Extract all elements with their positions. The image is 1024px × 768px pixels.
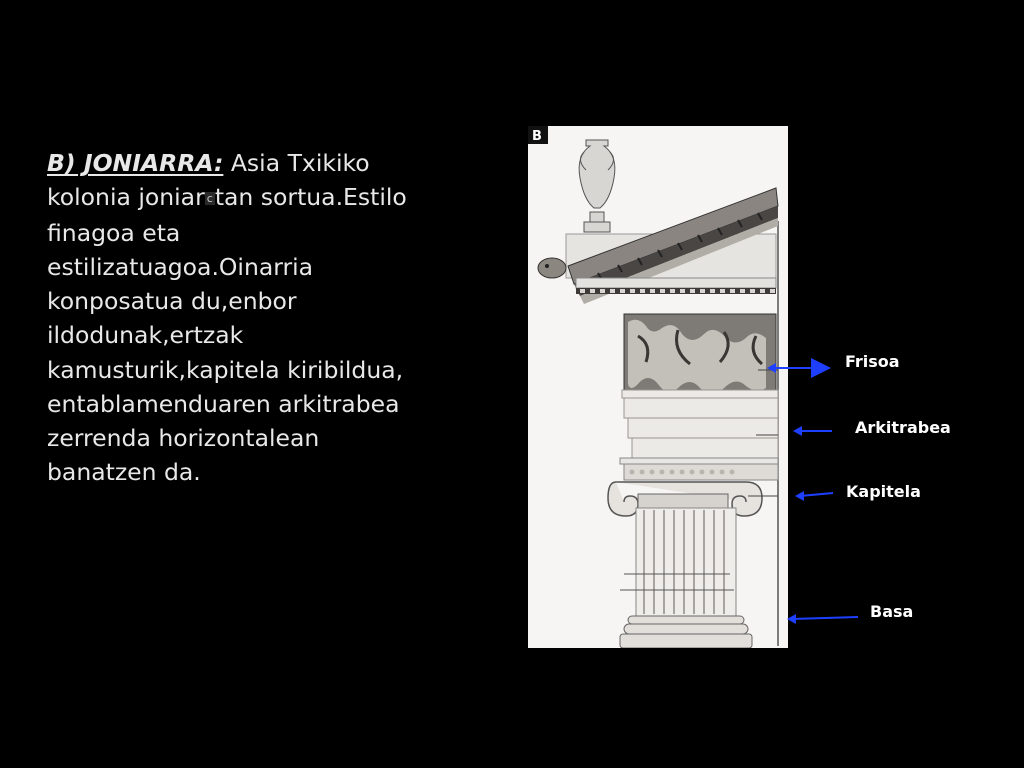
ionic-order-drawing bbox=[528, 126, 788, 648]
label-frisoa: Frisoa bbox=[845, 352, 900, 371]
arrowhead-basa bbox=[787, 614, 796, 624]
ionic-capital bbox=[608, 458, 778, 516]
body-text-part1: Asia Txikiko kolonia joniar bbox=[47, 149, 370, 212]
label-kapitela: Kapitela bbox=[846, 482, 921, 501]
lion-head-spout bbox=[538, 258, 566, 278]
slide-text bbox=[47, 146, 417, 489]
arrowhead-kapitela bbox=[795, 491, 804, 501]
panel-letter: B bbox=[532, 129, 542, 144]
frieze-relief bbox=[624, 314, 776, 394]
overlay-mark: c bbox=[206, 191, 213, 205]
label-basa: Basa bbox=[870, 602, 914, 621]
arrowhead-arkitrabea bbox=[793, 426, 802, 436]
fluted-shaft bbox=[620, 508, 736, 616]
architrave bbox=[622, 390, 778, 458]
column-base bbox=[620, 616, 752, 648]
dentil-band bbox=[576, 288, 776, 294]
arrow-basa bbox=[792, 617, 858, 619]
ionic-order-figure bbox=[528, 126, 788, 648]
horizontal-cornice bbox=[576, 278, 776, 288]
amphora-acroterion bbox=[579, 140, 615, 232]
arrow-kapitela bbox=[800, 493, 833, 496]
body-text-part2: tan sortua.Estilo finagoa eta estilizatuagoa.Oinarria konposatua du,enbor ildodunak,ertzak kamusturik,kapitela kiribildua, entablamenduaren arkitrabea zerrenda horizontalean banatzen da. bbox=[47, 183, 407, 487]
section-heading: B) JONIARRA: bbox=[47, 149, 224, 177]
label-arkitrabea: Arkitrabea bbox=[855, 418, 951, 437]
